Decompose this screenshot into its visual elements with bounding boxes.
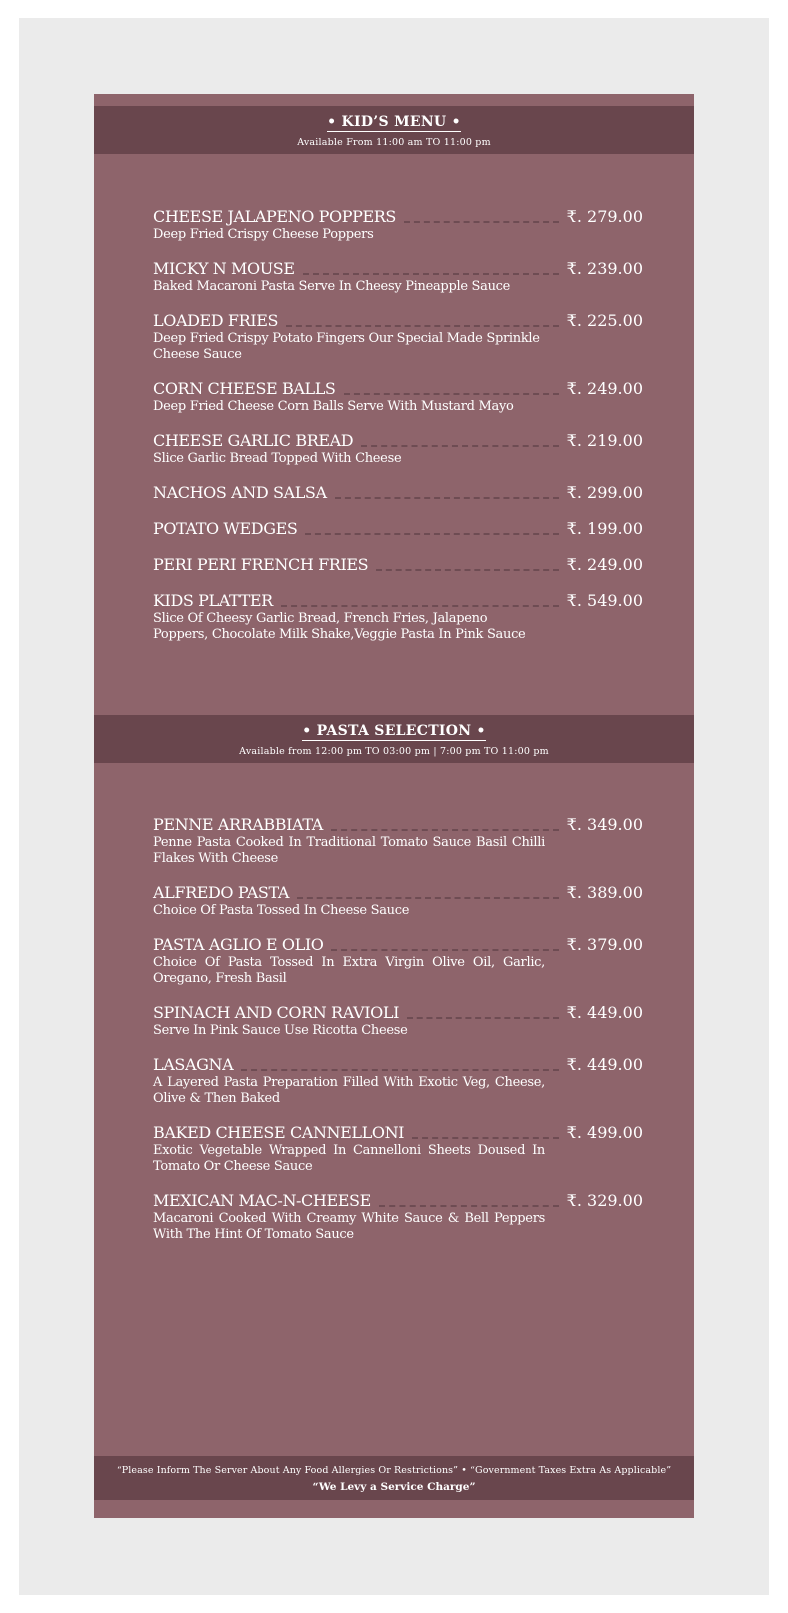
item-description: A Layered Pasta Preparation Filled With Exotic Veg, Cheese, Olive & Then Baked: [153, 1075, 545, 1106]
menu-item: [153, 555, 643, 575]
menu-item: [153, 311, 643, 363]
item-description: Macaroni Cooked With Creamy White Sauce & Bell Peppers With The Hint Of Tomato Sauce: [153, 1211, 545, 1242]
item-price: ₹. 329.00: [566, 1191, 643, 1210]
dotted-leader: [331, 949, 558, 951]
item-name: CHEESE JALAPENO POPPERS: [153, 207, 396, 226]
kids-menu-header: [94, 106, 694, 154]
item-price: ₹. 199.00: [566, 519, 643, 538]
item-description: Deep Fried Crispy Potato Fingers Our Special Made Sprinkle Cheese Sauce: [153, 331, 540, 362]
item-description: Choice Of Pasta Tossed In Extra Virgin Olive Oil, Garlic, Oregano, Fresh Basil: [153, 955, 545, 986]
item-price: ₹. 449.00: [566, 1055, 643, 1074]
item-name: LASAGNA: [153, 1055, 234, 1074]
dotted-leader: [407, 1017, 559, 1019]
menu-item: [153, 1123, 643, 1175]
allergy-tax-notice: “Please Inform The Server About Any Food Allergies Or Restrictions” • “Government Taxes Extra As Applicable”: [116, 1465, 672, 1476]
item-price: ₹. 279.00: [566, 207, 643, 226]
menu-item: [153, 935, 643, 987]
dotted-leader: [286, 325, 559, 327]
item-name: MICKY N MOUSE: [153, 259, 295, 278]
item-name: CORN CHEESE BALLS: [153, 379, 336, 398]
item-name: NACHOS AND SALSA: [153, 483, 327, 502]
item-name: SPINACH AND CORN RAVIOLI: [153, 1003, 399, 1022]
item-description: Baked Macaroni Pasta Serve In Cheesy Pineapple Sauce: [153, 279, 511, 294]
pasta-selection-list: [153, 815, 643, 1259]
item-price: ₹. 389.00: [566, 883, 643, 902]
menu-item: [153, 259, 643, 295]
item-description: Penne Pasta Cooked In Traditional Tomato Sauce Basil Chilli Flakes With Cheese: [153, 835, 545, 866]
menu-item: [153, 1191, 643, 1243]
item-price: ₹. 349.00: [566, 815, 643, 834]
item-price: ₹. 549.00: [566, 591, 643, 610]
item-name: PASTA AGLIO E OLIO: [153, 935, 324, 954]
menu-item: [153, 815, 643, 867]
menu-item: [153, 519, 643, 539]
item-description: Deep Fried Crispy Cheese Poppers: [153, 227, 374, 242]
item-description: Choice Of Pasta Tossed In Cheese Sauce: [153, 903, 410, 918]
dotted-leader: [344, 393, 559, 395]
item-name: KIDS PLATTER: [153, 591, 273, 610]
item-price: ₹. 249.00: [566, 379, 643, 398]
item-price: ₹. 299.00: [566, 483, 643, 502]
dotted-leader: [241, 1069, 558, 1071]
item-name: PENNE ARRABBIATA: [153, 815, 323, 834]
menu-item: [153, 1003, 643, 1039]
kids-menu-list: [153, 207, 643, 659]
item-name: POTATO WEDGES: [153, 519, 298, 538]
menu-item: [153, 1055, 643, 1107]
pasta-selection-title: • PASTA SELECTION •: [302, 723, 486, 739]
dotted-leader: [305, 533, 558, 535]
kids-menu-title: • KID’S MENU •: [327, 114, 461, 130]
item-price: ₹. 249.00: [566, 555, 643, 574]
dotted-leader: [379, 1205, 559, 1207]
menu-item: [153, 591, 643, 643]
dotted-leader: [404, 221, 559, 223]
menu-item: [153, 883, 643, 919]
pasta-selection-header: [94, 715, 694, 763]
item-description: Slice Garlic Bread Topped With Cheese: [153, 451, 402, 466]
item-name: ALFREDO PASTA: [153, 883, 290, 902]
menu-card: [94, 94, 694, 1518]
item-price: ₹. 499.00: [566, 1123, 643, 1142]
menu-item: [153, 431, 643, 467]
item-name: CHEESE GARLIC BREAD: [153, 431, 354, 450]
service-charge-notice: “We Levy a Service Charge”: [312, 1481, 476, 1493]
menu-item: [153, 483, 643, 503]
dotted-leader: [281, 605, 559, 607]
dotted-leader: [412, 1137, 559, 1139]
item-description: Slice Of Cheesy Garlic Bread, French Fries, Jalapeno Poppers, Chocolate Milk Shake,Veggie Pasta In Pink Sauce: [153, 611, 526, 642]
menu-item: [153, 379, 643, 415]
item-name: BAKED CHEESE CANNELLONI: [153, 1123, 405, 1142]
item-name: MEXICAN MAC-N-CHEESE: [153, 1191, 371, 1210]
dotted-leader: [361, 445, 558, 447]
dotted-leader: [331, 829, 559, 831]
item-price: ₹. 449.00: [566, 1003, 643, 1022]
item-name: LOADED FRIES: [153, 311, 279, 330]
item-name: PERI PERI FRENCH FRIES: [153, 555, 369, 574]
menu-item: [153, 207, 643, 243]
item-price: ₹. 379.00: [566, 935, 643, 954]
menu-footer: [94, 1456, 694, 1500]
pasta-selection-availability: Available from 12:00 pm TO 03:00 pm | 7:00 pm TO 11:00 pm: [239, 746, 549, 757]
item-description: Serve In Pink Sauce Use Ricotta Cheese: [153, 1023, 408, 1038]
dotted-leader: [297, 897, 559, 899]
dotted-leader: [376, 569, 558, 571]
item-price: ₹. 239.00: [566, 259, 643, 278]
item-price: ₹. 225.00: [566, 311, 643, 330]
item-description: Deep Fried Cheese Corn Balls Serve With Mustard Mayo: [153, 399, 514, 414]
dotted-leader: [303, 273, 559, 275]
item-description: Exotic Vegetable Wrapped In Cannelloni Sheets Doused In Tomato Or Cheese Sauce: [153, 1143, 545, 1174]
kids-menu-availability: Available From 11:00 am TO 11:00 pm: [297, 137, 491, 148]
item-price: ₹. 219.00: [566, 431, 643, 450]
dotted-leader: [335, 497, 559, 499]
